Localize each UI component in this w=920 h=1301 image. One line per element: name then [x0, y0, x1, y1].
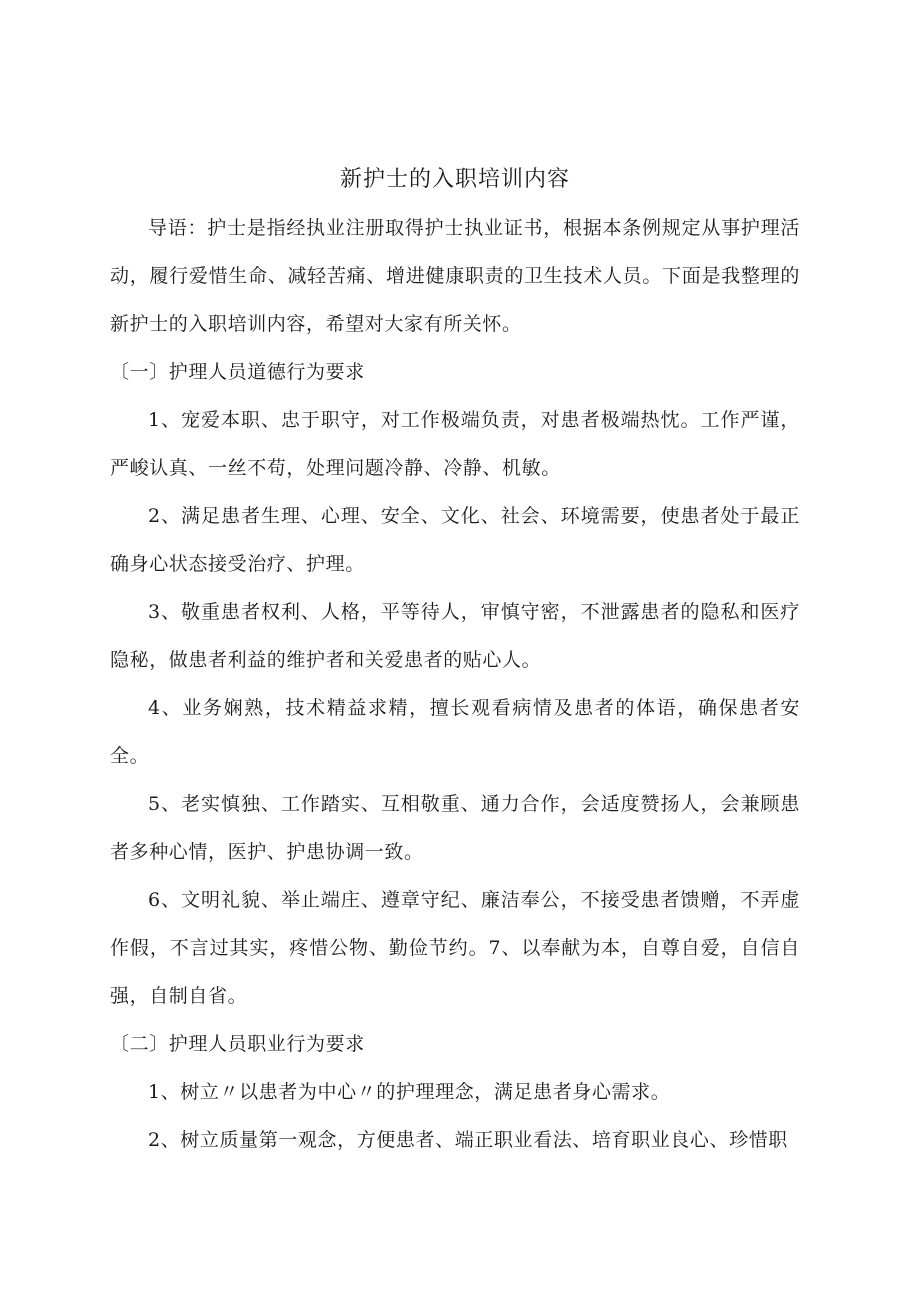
list-item: 6、文明礼貌、举止端庄、遵章守纪、廉洁奉公，不接受患者馈赠，不弄虚作假，不言过其实，疼惜公物、勤俭节约。7、以奉献为本，自尊自爱，自信自强，自制自省。: [110, 889, 800, 1007]
document-title: 新护士的入职培训内容: [339, 167, 570, 192]
list-item: 2、树立质量第一观念，方便患者、端正职业看法、培育职业良心、珍惜职: [148, 1129, 788, 1151]
section-heading-moral-conduct: 〔一〕护理人员道德行为要求: [110, 361, 365, 383]
section-heading-professional-conduct: 〔二〕护理人员职业行为要求: [110, 1033, 365, 1055]
list-item: 4、业务娴熟，技术精益求精，擅长观看病情及患者的体语，确保患者安全。: [110, 697, 800, 767]
list-item: 2、满足患者生理、心理、安全、文化、社会、环境需要，使患者处于最正确身心状态接受治疗、护理。: [110, 505, 800, 575]
list-item: 3、敬重患者权利、人格，平等待人，审慎守密，不泄露患者的隐私和医疗隐秘，做患者利益的维护者和关爱患者的贴心人。: [110, 601, 800, 671]
intro-paragraph: 导语：护士是指经执业注册取得护士执业证书，根据本条例规定从事护理活动，履行爱惜生命、减轻苦痛、增进健康职责的卫生技术人员。下面是我整理的新护士的入职培训内容，希望对大家有所关怀。: [110, 217, 800, 335]
list-item: 1、宠爱本职、忠于职守，对工作极端负责，对患者极端热忱。工作严谨，严峻认真、一丝不苟，处理问题冷静、冷静、机敏。: [110, 409, 800, 479]
list-item: 5、老实慎独、工作踏实、互相敬重、通力合作，会适度赞扬人，会兼顾患者多种心情，医护、护患协调一致。: [110, 793, 800, 863]
document-page: [110, 160, 800, 1164]
list-item: 1、树立〃以患者为中心〃的护理理念，满足患者身心需求。: [148, 1081, 671, 1103]
